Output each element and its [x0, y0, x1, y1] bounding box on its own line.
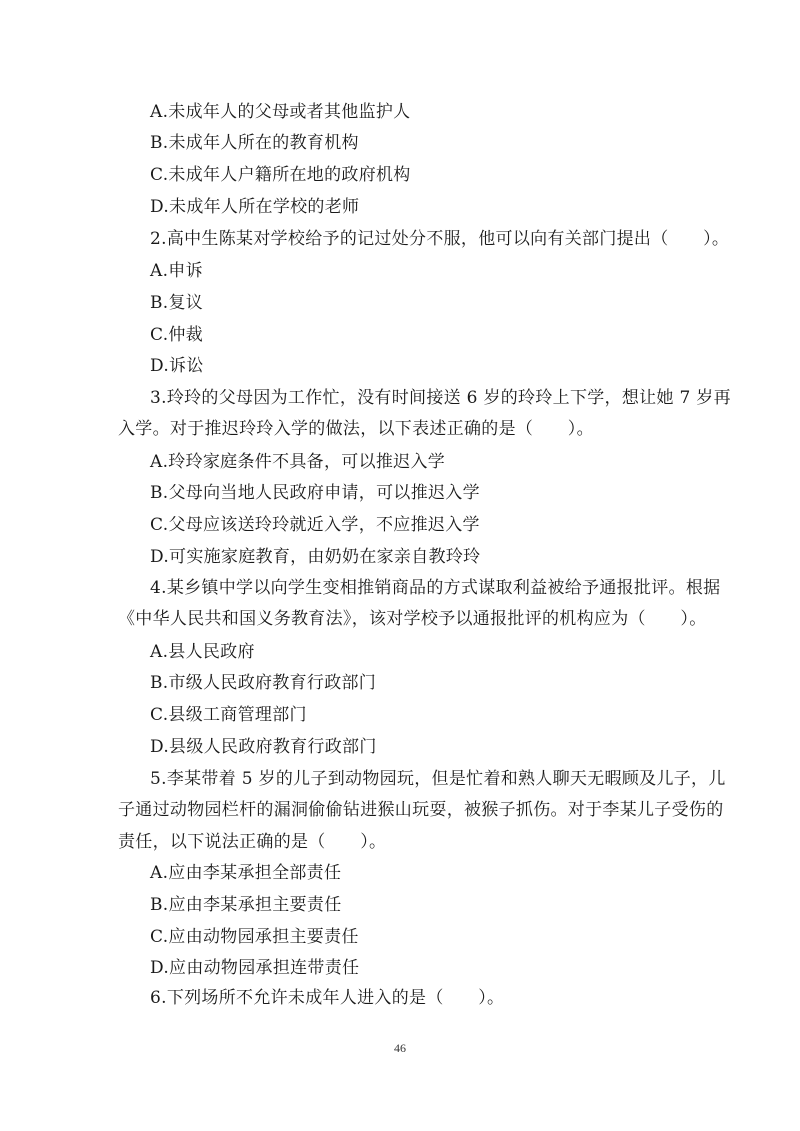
q1-option-b: B.未成年人所在的教育机构 [150, 133, 359, 153]
q4-option-c: C.县级工商管理部门 [150, 705, 307, 725]
page-number: 46 [394, 1041, 406, 1055]
q2-stem: 2.高中生陈某对学校给予的记过处分不服，他可以向有关部门提出（ ）。 [150, 229, 730, 249]
q4-option-d: D.县级人民政府教育行政部门 [150, 737, 377, 757]
q1-option-a: A.未成年人的父母或者其他监护人 [150, 102, 411, 122]
q4-stem-line2: 《中华人民共和国义务教育法》，该对学校予以通报批评的机构应为（ ）。 [118, 609, 707, 629]
q1-option-c: C.未成年人户籍所在地的政府机构 [150, 165, 411, 185]
q3-option-c: C.父母应该送玲玲就近入学，不应推迟入学 [150, 515, 480, 535]
q5-option-d: D.应由动物园承担连带责任 [150, 958, 360, 978]
q5-stem-line3: 责任，以下说法正确的是（ ）。 [118, 832, 387, 852]
q2-option-b: B.复议 [150, 293, 204, 313]
q5-stem-line2: 子通过动物园栏杆的漏洞偷偷钻进猴山玩耍，被猴子抓伤。对于李某儿子受伤的 [118, 800, 724, 820]
q2-option-d: D.诉讼 [150, 356, 204, 376]
q4-stem-line1: 4.某乡镇中学以向学生变相推销商品的方式谋取利益被给予通报批评。根据 [150, 578, 721, 598]
q5-option-b: B.应由李某承担主要责任 [150, 895, 342, 915]
q4-option-b: B.市级人民政府教育行政部门 [150, 673, 377, 693]
q5-option-a: A.应由李某承担全部责任 [150, 863, 342, 883]
q4-option-a: A.县人民政府 [150, 642, 255, 662]
q1-option-d: D.未成年人所在学校的老师 [150, 197, 360, 217]
q3-option-d: D.可实施家庭教育，由奶奶在家亲自教玲玲 [150, 547, 481, 567]
q5-stem-line1: 5.李某带着 5 岁的儿子到动物园玩，但是忙着和熟人聊天无暇顾及儿子，儿 [150, 769, 726, 789]
q6-stem: 6.下列场所不允许未成年人进入的是（ ）。 [150, 988, 505, 1008]
q3-option-a: A.玲玲家庭条件不具备，可以推迟入学 [150, 452, 446, 472]
q3-stem-line2: 入学。对于推迟玲玲入学的做法，以下表述正确的是（ ）。 [118, 419, 594, 439]
q3-stem-line1: 3.玲玲的父母因为工作忙，没有时间接送 6 岁的玲玲上下学，想让她 7 岁再 [150, 388, 731, 408]
q5-option-c: C.应由动物园承担主要责任 [150, 927, 359, 947]
q2-option-a: A.申诉 [150, 261, 203, 281]
q3-option-b: B.父母向当地人民政府申请，可以推迟入学 [150, 483, 480, 503]
q2-option-c: C.仲裁 [150, 325, 204, 345]
